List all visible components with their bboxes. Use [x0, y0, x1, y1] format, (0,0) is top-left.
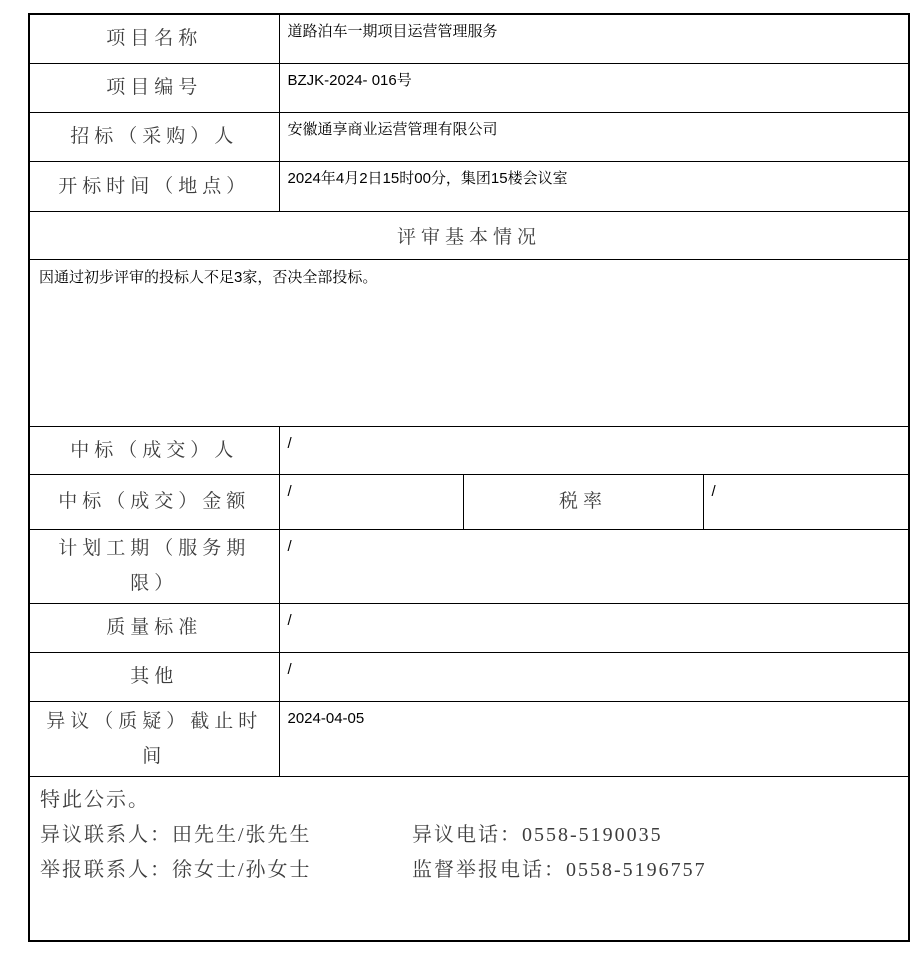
quality-standard-label: 质量标准	[29, 603, 279, 652]
tax-rate-value: /	[703, 474, 909, 529]
objection-deadline-value: 2024-04-05	[279, 701, 909, 776]
project-number-value: BZJK-2024- 016号	[279, 63, 909, 112]
announcement-text: 特此公示。	[40, 788, 150, 811]
table-row	[29, 161, 909, 211]
table-row	[29, 474, 909, 529]
project-number-label: 项目编号	[29, 63, 279, 112]
winning-amount-label: 中标（成交）金额	[29, 474, 279, 529]
bid-opening-value: 2024年4月2日15时00分，集团15楼会议室	[279, 161, 909, 211]
objection-contact: 异议联系人：田先生/张先生	[40, 823, 312, 846]
quality-standard-value: /	[279, 603, 909, 652]
table-row	[29, 603, 909, 652]
tenderer-label: 招标（采购）人	[29, 112, 279, 161]
table-row	[29, 701, 909, 776]
report-phone: 监督举报电话：0558-5196757	[412, 858, 707, 881]
report-contact-line	[40, 853, 898, 888]
table-row	[29, 211, 909, 259]
table-row	[29, 652, 909, 701]
other-label: 其他	[29, 652, 279, 701]
tax-rate-label: 税率	[463, 474, 703, 529]
objection-deadline-label: 异议（质疑）截止时间	[29, 701, 279, 776]
report-contact: 举报联系人：徐女士/孙女士	[40, 858, 312, 881]
review-section-header: 评审基本情况	[29, 211, 909, 259]
table-row	[29, 426, 909, 474]
objection-contact-line	[40, 818, 898, 853]
project-name-value: 道路泊车一期项目运营管理服务	[279, 14, 909, 63]
winning-amount-value: /	[279, 474, 463, 529]
winner-label: 中标（成交）人	[29, 426, 279, 474]
bid-result-table	[28, 13, 910, 942]
bid-opening-label: 开标时间（地点）	[29, 161, 279, 211]
winner-value: /	[279, 426, 909, 474]
table-row	[29, 14, 909, 63]
planned-period-value: /	[279, 529, 909, 603]
table-row	[29, 776, 909, 941]
table-row	[29, 112, 909, 161]
table-row	[29, 63, 909, 112]
other-value: /	[279, 652, 909, 701]
tenderer-value: 安徽通享商业运营管理有限公司	[279, 112, 909, 161]
objection-phone: 异议电话：0558-5190035	[412, 823, 663, 846]
review-result-text: 因通过初步评审的投标人不足3家，否决全部投标。	[29, 259, 909, 426]
footer-cell	[29, 776, 909, 941]
table-row	[29, 529, 909, 603]
table-row	[29, 259, 909, 426]
planned-period-label: 计划工期（服务期限）	[29, 529, 279, 603]
project-name-label: 项目名称	[29, 14, 279, 63]
